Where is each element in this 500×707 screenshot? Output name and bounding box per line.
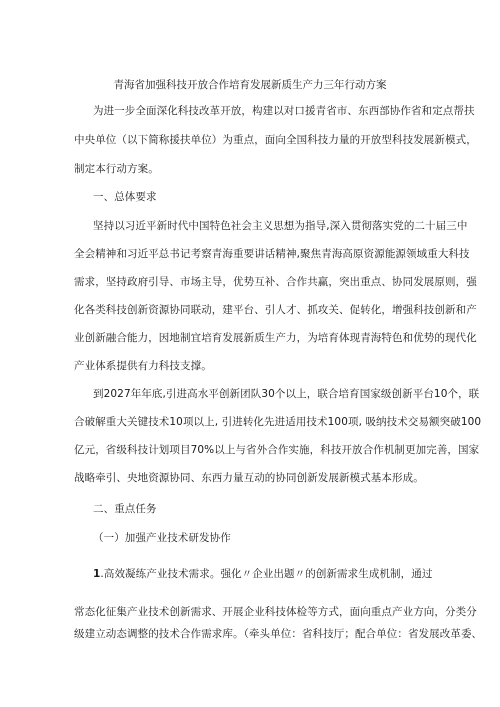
paragraph-line: 化各类科技创新资源协同联动，建平台、引人才、抓攻关、促转化，增强科技创新和产	[74, 304, 477, 316]
task-text: .高效凝练产业技术需求。强化〃企业出题〃的创新需求生成机制，通过	[100, 568, 433, 580]
intro-line: 为进一步全面深化科技改革开放，构建以对口援青省市、东西部协作省和定点帮扶	[93, 105, 475, 117]
paragraph-line: 亿元，省级科技计划项目70%以上与省外合作实施，科技开放合作机制更加完善，国家	[74, 444, 480, 456]
paragraph-line: 级建立动态调整的技术合作需求库。（牵头单位：省科技厅；配合单位：省发展改革委、	[74, 628, 483, 640]
paragraph-line: 到2027年年底,引进高水平创新团队30个以上，联合培育国家级创新平台10个，联	[93, 388, 480, 400]
paragraph-line: 业创新融合能力，因地制宜培育发展新质生产力，为培育体现青海特色和优势的现代化	[74, 332, 477, 344]
paragraph-line: 产业体系提供有力科技支撑。	[74, 360, 212, 372]
paragraph-line: 合破解重大关键技术10项以上, 引进转化先进适用技术100项, 吸纳技术交易额突破100	[74, 416, 482, 428]
paragraph-line: 常态化征集产业技术创新需求、开展企业科技体检等方式，面向重点产业方向，分类分	[74, 606, 477, 618]
paragraph-line: 战略牵引、央地资源协同、东西力量互动的协同创新发展新模式基本形成。	[74, 472, 424, 484]
paragraph-line: 全会精神和习近平总书记考察青海重要讲话精神,聚焦青海高原资源能源领域重大科技	[74, 248, 470, 260]
task-item	[93, 567, 432, 581]
section-heading: 一、总体要求	[93, 191, 157, 203]
task-number: 1	[93, 568, 101, 580]
intro-line: 制定本行动方案。	[74, 163, 159, 175]
intro-line: 中央单位（以下简称援扶单位）为重点，面向全国科技力量的开放型科技发展新模式，	[74, 134, 477, 146]
section-heading: 二、重点任务	[93, 503, 157, 515]
paragraph-line: 需求，坚持政府引导、市场主导，优势互补、合作共赢，突出重点、协同发展原则，强	[74, 276, 477, 288]
document-title: 青海省加强科技开放合作培育发展新质生产力三年行动方案	[113, 79, 387, 91]
paragraph-line: 坚持以习近平新时代中国特色社会主义思想为指导,深入贯彻落实党的二十届三中	[93, 220, 468, 232]
subsection-heading: （一）加强产业技术研发协作	[93, 532, 231, 544]
